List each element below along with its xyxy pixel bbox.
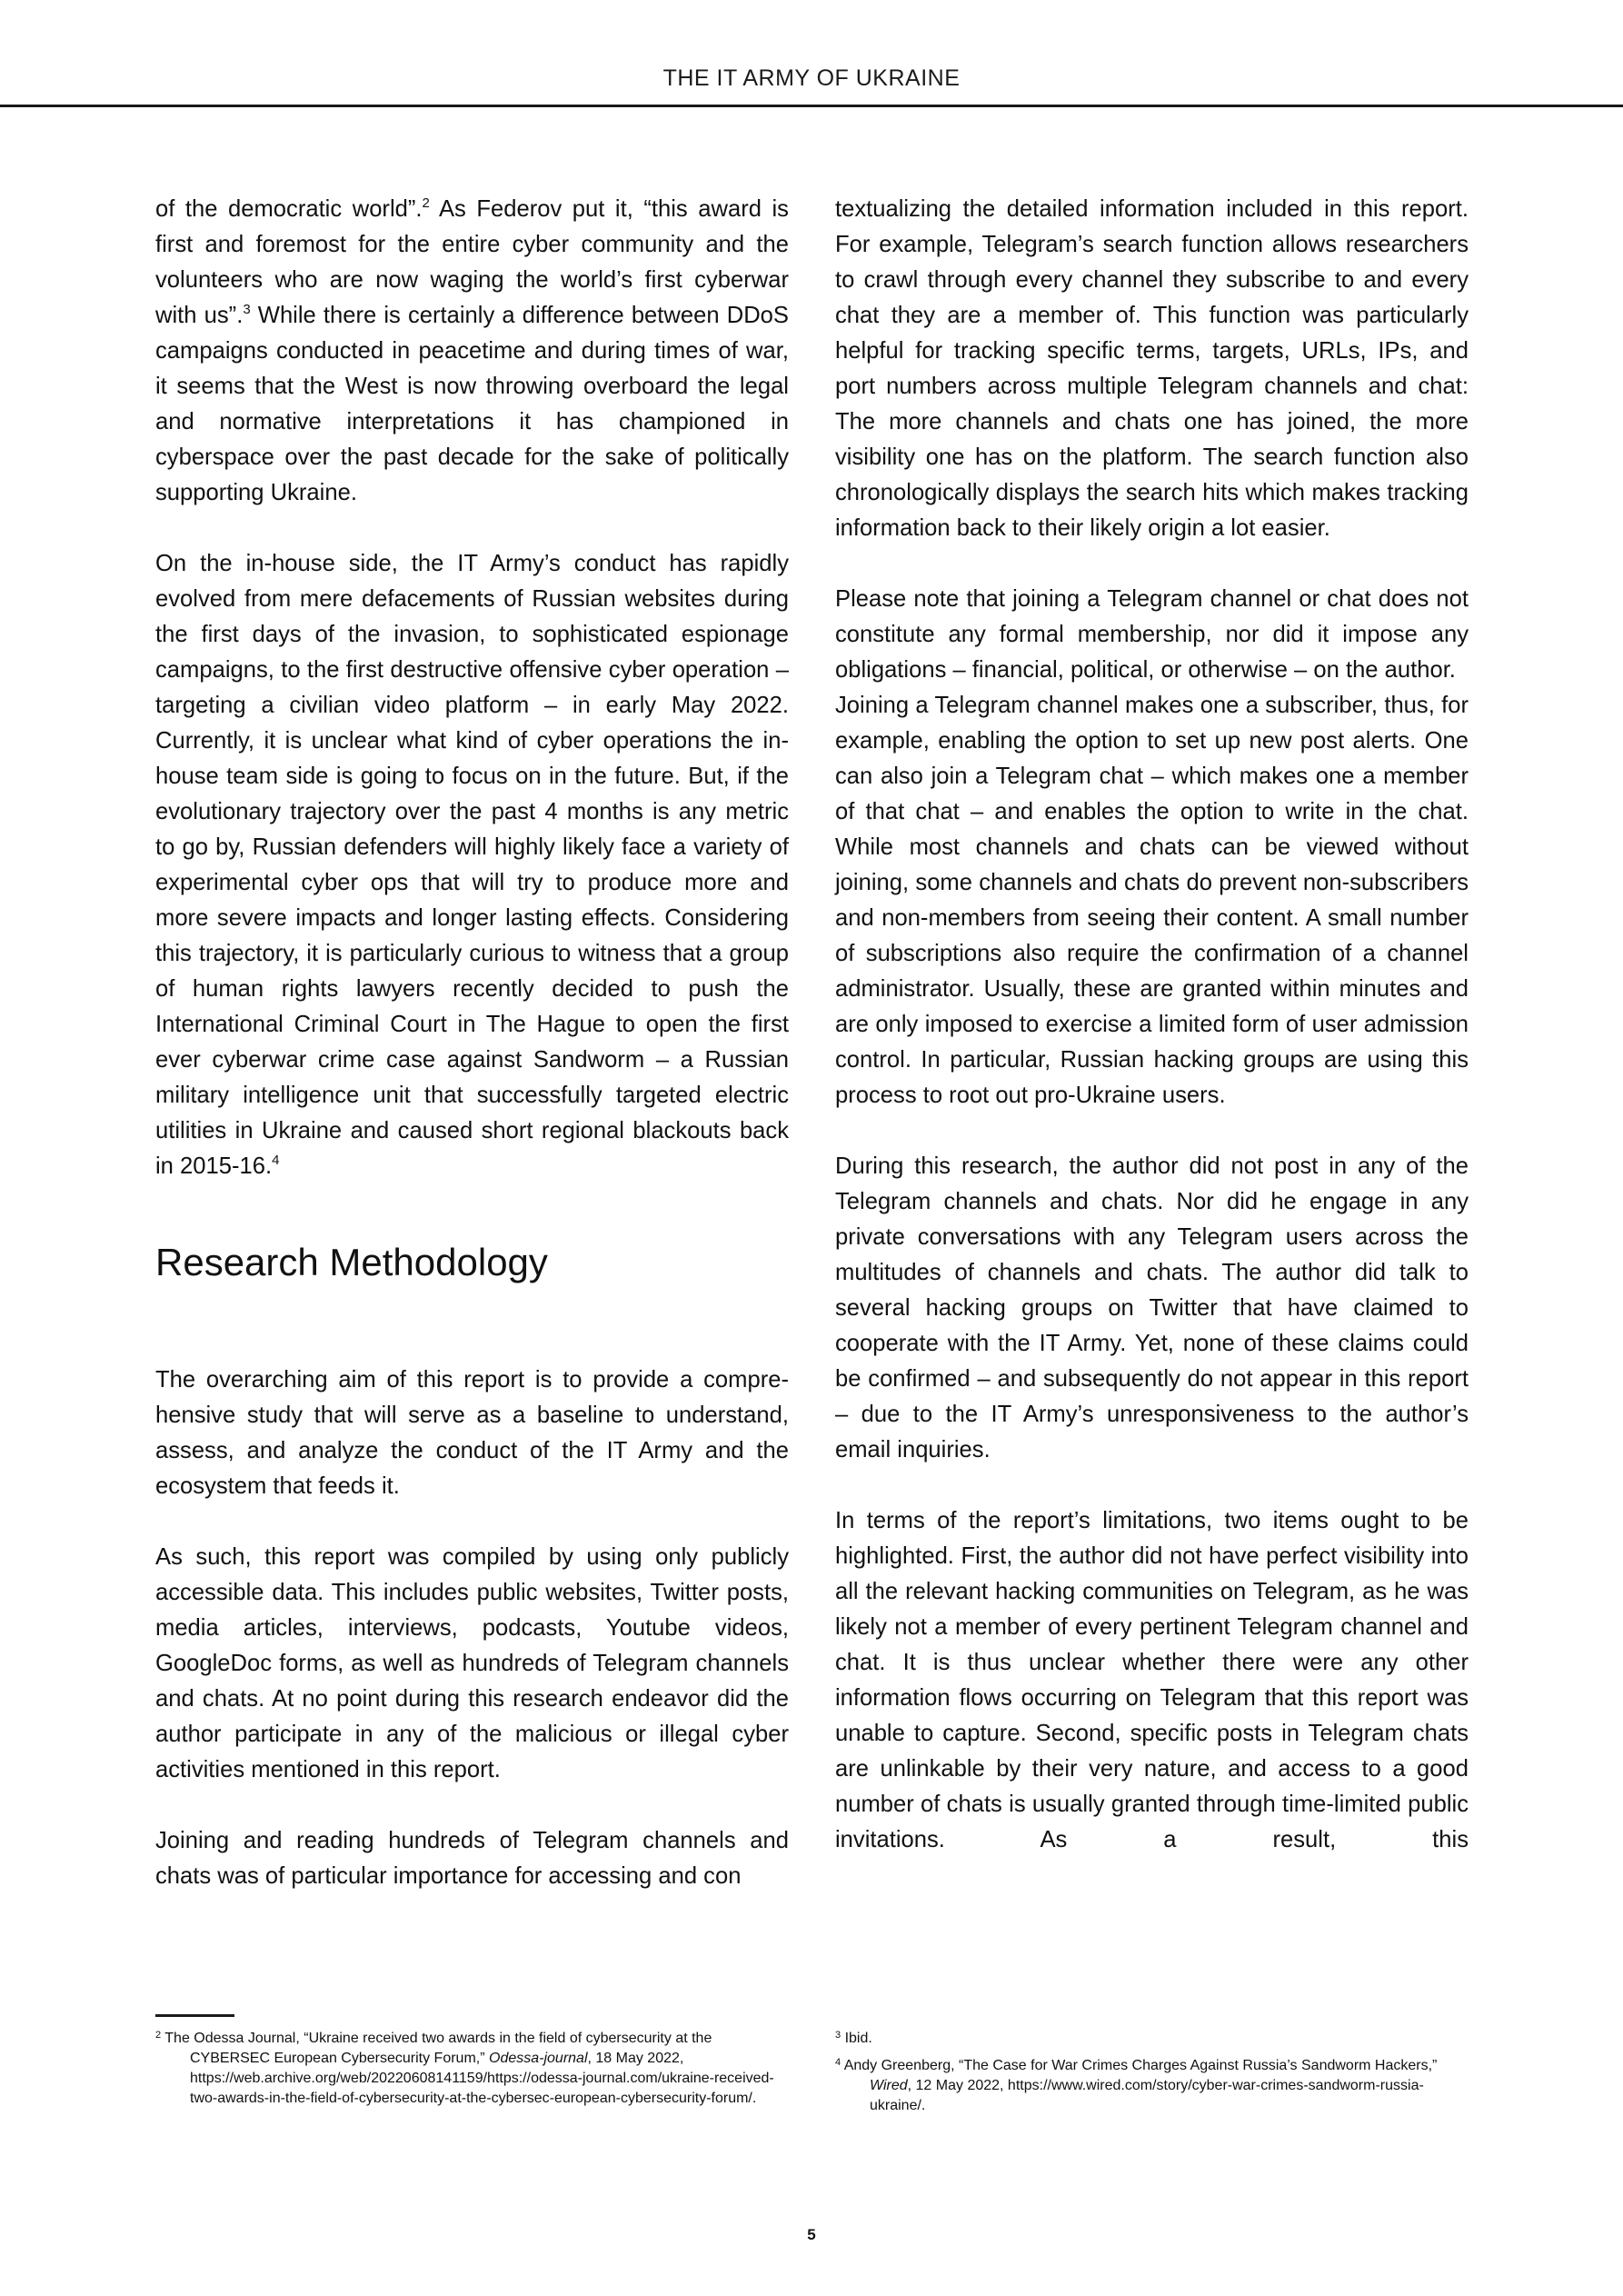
- footnotes-right: [835, 2029, 1469, 2123]
- footnote-divider: [155, 2014, 234, 2017]
- footnote-ref-4[interactable]: 4: [272, 1153, 280, 1168]
- paragraph-limitations: In terms of the report’s limitations, two items ought to be highlighted. First, the author did not have perfect visibility into all the relevant hacking communities on Telegram, as he was likely not a member of every pertinent Telegram channel and chat. It is thus unclear whether there were any other information flows occurring on Telegram that this report was unable to capture. Second, specific posts in Telegram chats are unlinkable by their very nature, and access to a good number of chats is usually granted through time-limited public invitations. As a result, this: [835, 1508, 1469, 1852]
- right-column: [835, 192, 1469, 1858]
- section-heading: Research Methodology: [155, 1241, 548, 1283]
- paragraph-joining-telegram: Joining and reading hundreds of Telegram channels and chats was of particular importance for accessing and con: [155, 1828, 789, 1889]
- footnote-ref-2[interactable]: 2: [422, 195, 430, 211]
- left-column: [155, 192, 789, 1894]
- paragraph-search-function: textualizing the detailed information included in this report. For example, Telegram’s search function allows researchers to crawl through every channel they subscribe to and every chat they are a member of. This function was particularly helpful for tracking specific terms, targets, URLs, IPs, and port numbers across multiple Telegram channels and chat: The more channels and chats one has joined, the more visibility one has on the platform. The search function also chronologically displays the search hits which makes tracking information back to their likely origin a lot easier.: [835, 196, 1469, 541]
- footnote-ref-3[interactable]: 3: [243, 302, 251, 317]
- paragraph-no-posting: During this research, the author did not post in any of the Telegram channels and chats. Nor did he engage in any private conversations with any Telegram users across the multitudes of channels and chats. The author did talk to several hacking groups on Twitter that have claimed to cooperate with the IT Army. Yet, none of these claims could be confirmed – and subsequently do not appear in this report – due to the IT Army’s unresponsiveness to the author’s email inquiries.: [835, 1153, 1469, 1462]
- paragraph-public-data: As such, this report was compiled by using only publicly accessible data. This includes public websites, Twitter posts, media articles, interviews, podcasts, Youtube videos, GoogleDoc forms, as well as hundreds of Telegram channels and chats. At no point during this research endeavor did the author participate in any of the malicious or illegal cyber activities mentioned in this report.: [155, 1544, 789, 1782]
- paragraph-overarching-aim: The overarching aim of this report is to provide a comprehensive study that will serve as a baseline to understand, assess, and analyze the conduct of the IT Army and the ecosystem that feeds it.: [155, 1367, 789, 1499]
- paragraph-subscriber: Joining a Telegram channel makes one a subscriber, thus, for example, enabling the option to set up new post alerts. One can also join a Telegram chat – which makes one a member of that chat – and enables the option to write in the chat. While most channels and chats can be viewed without joining, some channels and chats do prevent non-subscribers and non-members from seeing their content. A small number of subscriptions also require the confirmation of a channel administrator. Usually, these are granted within minutes and are only imposed to exercise a limited form of user admission control. In particular, Russian hacking groups are using this process to root out pro-Ukraine users.: [835, 693, 1469, 1108]
- footnote-3: $^3$ Ibid.: [835, 2030, 872, 2046]
- page-number: 5: [807, 2226, 816, 2243]
- footnotes-left: [155, 2029, 789, 2116]
- header-title: THE IT ARMY OF UKRAINE: [662, 65, 961, 91]
- paragraph-federov-quote: of the democratic world”.$^2$ As Federov put it, “this award is first and foremost for the entire cyber community and the volunteers who are now waging the world’s first cyberwar with us”.$^3$ While there is certainly a difference between DDoS campaigns conducted in peacetime and during times of war, it seems that the West is now throwing overboard the legal and normative interpretations it has championed in cyberspace over the past decade for the sake of politically supporting Ukraine.: [155, 195, 789, 505]
- footnote-2: $^2$ The Odessa Journal, “Ukraine received two awards in the field of cybersecurity at the CYBERSEC European Cybersecurity Forum,” Odessa-journal, 18 May 2022, https://web.archive.org/web/20220608141159/https://odessa-journal.com/ukraine-received-two-awards-in-the-field-of-cybersecurity-at-the-cybersec-european-cybersecurity-forum/.: [155, 2030, 774, 2106]
- paragraph-membership-note: Please note that joining a Telegram channel or chat does not constitute any formal membership, nor did it impose any obligations – financial, political, or otherwise – on the author.: [835, 586, 1469, 683]
- running-header: [0, 0, 1623, 107]
- paragraph-in-house-side: On the in-house side, the IT Army’s conduct has rapidly evolved from mere defacements of Russian websites during the first days of the invasion, to sophisticated espionage campaigns, to the first destructive offensive cyber operation – targeting a civilian video platform – in early May 2022. Currently, it is unclear what kind of cyber operations the in-house team side is going to focus on in the future. But, if the evolutionary trajectory over the past 4 months is any metric to go by, Russian defenders will highly likely face a variety of experimental cyber ops that will try to produce more and more severe impacts and longer lasting effects. Considering this trajectory, it is particularly curious to witness that a group of human rights lawyers recently decided to push the International Criminal Court in The Hague to open the first ever cyberwar crime case against Sandworm – a Russian military intelligence unit that successfully targeted electric utilities in Ukraine and caused short regional blackouts back in 2015-16.$^4$: [155, 551, 789, 1179]
- footnote-4: $^4$ Andy Greenberg, “The Case for War Crimes Charges Against Russia’s Sandworm Hackers,” Wired, 12 May 2022, https://www.wired.com/story/cyber-war-crimes-sandworm-russia-ukraine/.: [835, 2057, 1438, 2113]
